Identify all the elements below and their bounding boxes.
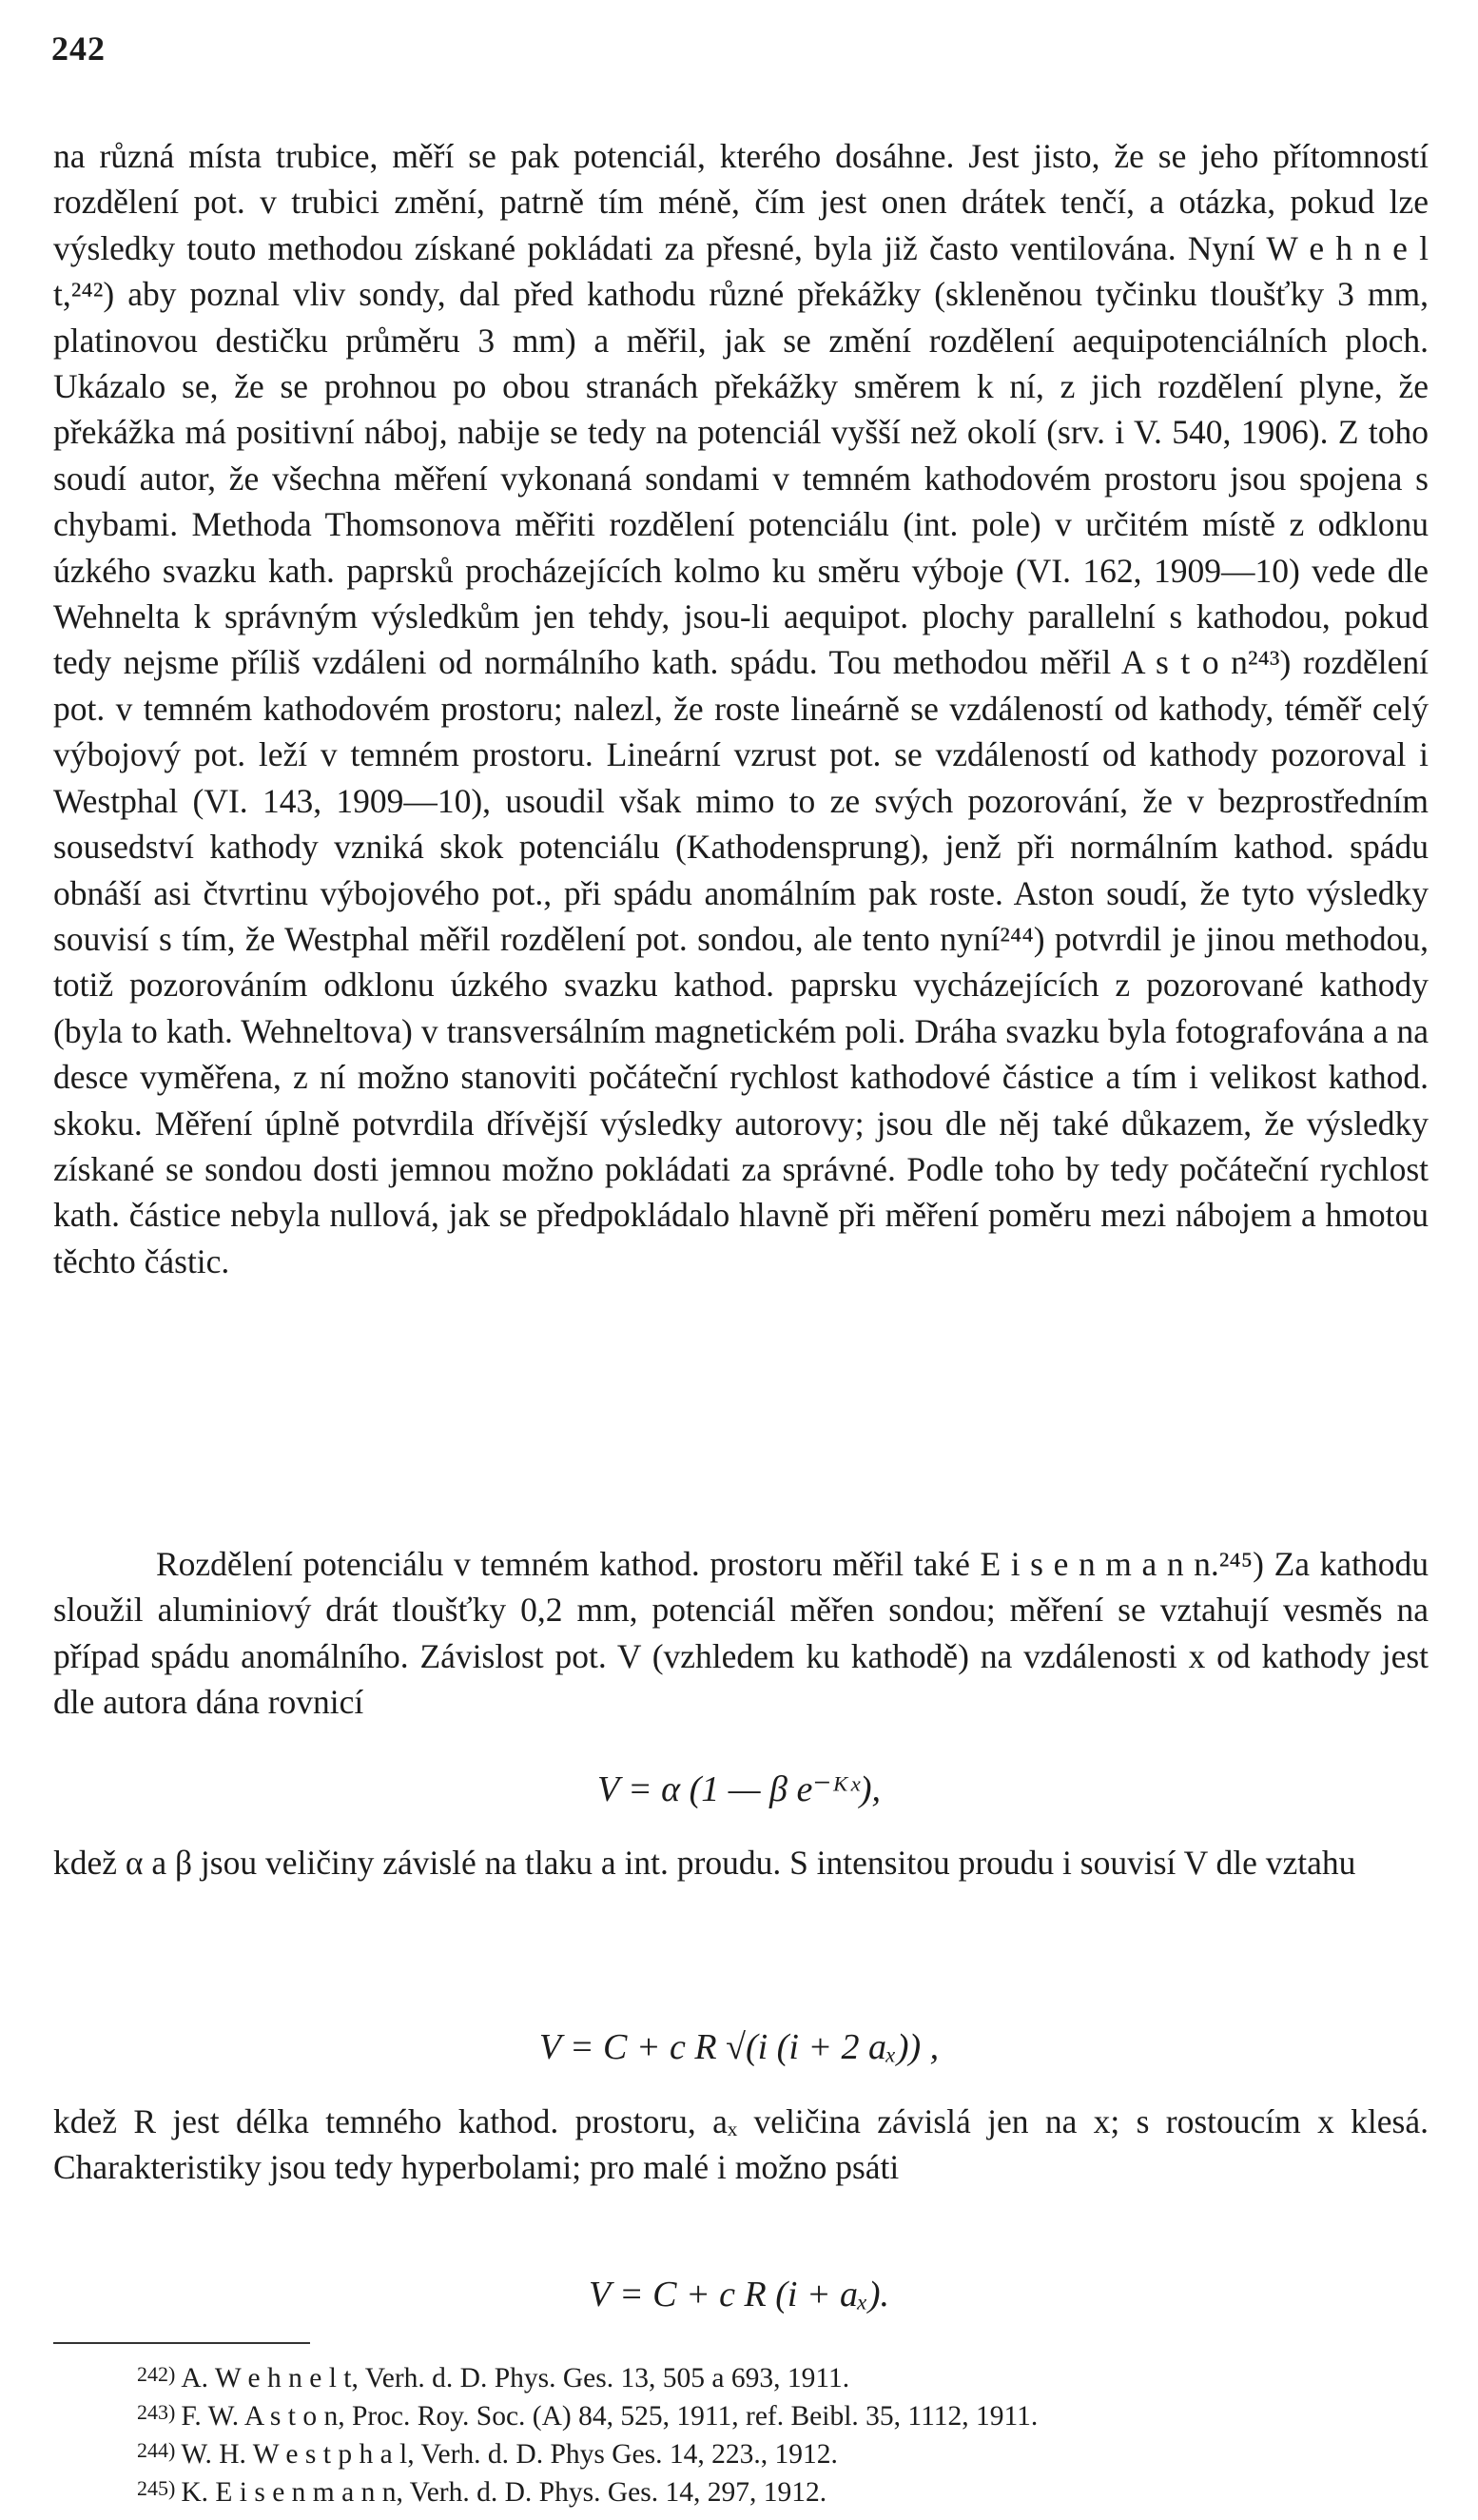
footnote-245 <box>137 2473 1430 2511</box>
footnote-242 <box>137 2359 1430 2397</box>
body-paragraph-2 <box>53 1541 1429 1726</box>
footnote-number: 244) <box>137 2438 176 2462</box>
footnote-243 <box>137 2397 1430 2435</box>
footnote-text: A. W e h n e l t, Verh. d. D. Phys. Ges. 13, 505 a 693, 1911. <box>181 2363 850 2393</box>
footnotes <box>137 2359 1430 2511</box>
paragraph-text: kdež α a β jsou veličiny závislé na tlaku a int. proudu. S intensitou proudu i souvisí V dle vztahu <box>53 1844 1356 1882</box>
footnote-separator <box>53 2342 310 2344</box>
body-paragraph-4 <box>53 2099 1429 2191</box>
footnote-text: K. E i s e n m a n n, Verh. d. D. Phys. Ges. 14, 297, 1912. <box>181 2477 827 2508</box>
footnote-244 <box>137 2435 1430 2473</box>
paragraph-text: na různá místa trubice, měří se pak potenciál, kterého dosáhne. Jest jisto, že se jeho přítomností rozdělení pot. v trubici změní, patrně tím méně, čím jest onen drátek tenčí, a otázka, pokud lze výsledky touto methodou získané pokládati za přesné, byla již často ventilována. Nyní W e h n e l t,²⁴²) aby poznal vliv sondy, dal před kathodu různé překážky (skleněnou tyčinku tloušťky 3 mm, platinovou destičku průměru 3 mm) a měřil, jak se změní rozdělení aequipotenciálních ploch. Ukázalo se, že se prohnou po obou stranách překážky směrem k ní, z jich rozdělení plyne, že překážka má positivní náboj, nabije se tedy na potenciál vyšší než okolí (srv. i V. 540, 1906). Z toho soudí autor, že všechna měření vykonaná sondami v temném kathodovém prostoru jsou spojena s chybami. Methoda Thomsonova měřiti rozdělení potenciálu (int. pole) v určitém místě z odklonu úzkého svazku kath. paprsků procházejících kolmo ku směru výboje (VI. 162, 1909—10) vede dle Wehnelta k správným výsledkům jen tehdy, jsou-li aequipot. plochy parallelní s kathodou, pokud tedy nejsme příliš vzdáleni od normálního kath. spádu. Tou methodou měřil A s t o n²⁴³) rozdělení pot. v temném kathodovém prostoru; nalezl, že roste lineárně se vzdáleností od kathody, téměř celý výbojový pot. leží v temném prostoru. Lineární vzrust pot. se vzdáleností od kathody pozoroval i Westphal (VI. 143, 1909—10), usoudil však mimo to ze svých pozorování, že v bezprostředním sousedství kathody vzniká skok potenciálu (Kathodensprung), jenž při normálním kathod. spádu obnáší asi čtvrtinu výbojového pot., při spádu anomálním pak roste. Aston soudí, že tyto výsledky souvisí s tím, že Westphal měřil rozdělení pot. sondou, ale tento nyní²⁴⁴) potvrdil je jinou methodou, totiž pozorováním odklonu úzkého svazku kathod. paprsku vycházejících z pozorované kathody (byla to kath. Wehneltova) v transversálním magnetickém poli. Dráha svazku byla fotografována a na desce vyměřena, z ní možno stanoviti počáteční rychlost kathodové částice a tím i velikost kathod. skoku. Měření úplně potvrdila dřívější výsledky autorovy; jsou dle něj také důkazem, že výsledky získané se sondou dosti jemnou možno pokládati za správné. Podle toho by tedy počáteční rychlost kath. částice nebyla nullová, jak se předpokládalo hlavně při měření poměru mezi nábojem a hmotou těchto částic. <box>53 137 1429 1280</box>
paragraph-text: kdež R jest délka temného kathod. prostoru, aₓ veličina závislá jen na x; s rostoucím x klesá. Charakteristiky jsou tedy hyperbolami; pro malé i možno psáti <box>53 2102 1429 2187</box>
equation-potential-distance: V = α (1 — β e⁻ᴷˣ), <box>596 1769 882 1809</box>
page-number: 242 <box>51 29 106 68</box>
footnote-number: 243) <box>137 2400 176 2424</box>
paragraph-text: Rozdělení potenciálu v temném kathod. prostoru měřil také E i s e n m a n n.²⁴⁵) Za kathodu sloužil aluminiový drát tloušťky 0,2 mm, potenciál měřen sondou; měření se vztahují vesměs na případ spádu anomálního. Závislost pot. V (vzhledem ku kathodě) na vzdálenosti x od kathody jest dle autora dána rovnicí <box>53 1545 1429 1722</box>
equation-potential-current: V = C + c R √(i (i + 2 aₓ)) , <box>538 2027 940 2067</box>
body-paragraph-1 <box>53 133 1429 1284</box>
footnote-number: 242) <box>137 2362 176 2386</box>
body-paragraph-3 <box>53 1840 1429 1885</box>
footnote-text: W. H. W e s t p h a l, Verh. d. D. Phys Ges. 14, 223., 1912. <box>181 2439 838 2470</box>
footnote-text: F. W. A s t o n, Proc. Roy. Soc. (A) 84, 525, 1911, ref. Beibl. 35, 1112, 1911. <box>181 2401 1039 2432</box>
equation-linear-approximation: V = C + c R (i + aₓ). <box>588 2275 890 2315</box>
footnote-number: 245) <box>137 2476 176 2500</box>
